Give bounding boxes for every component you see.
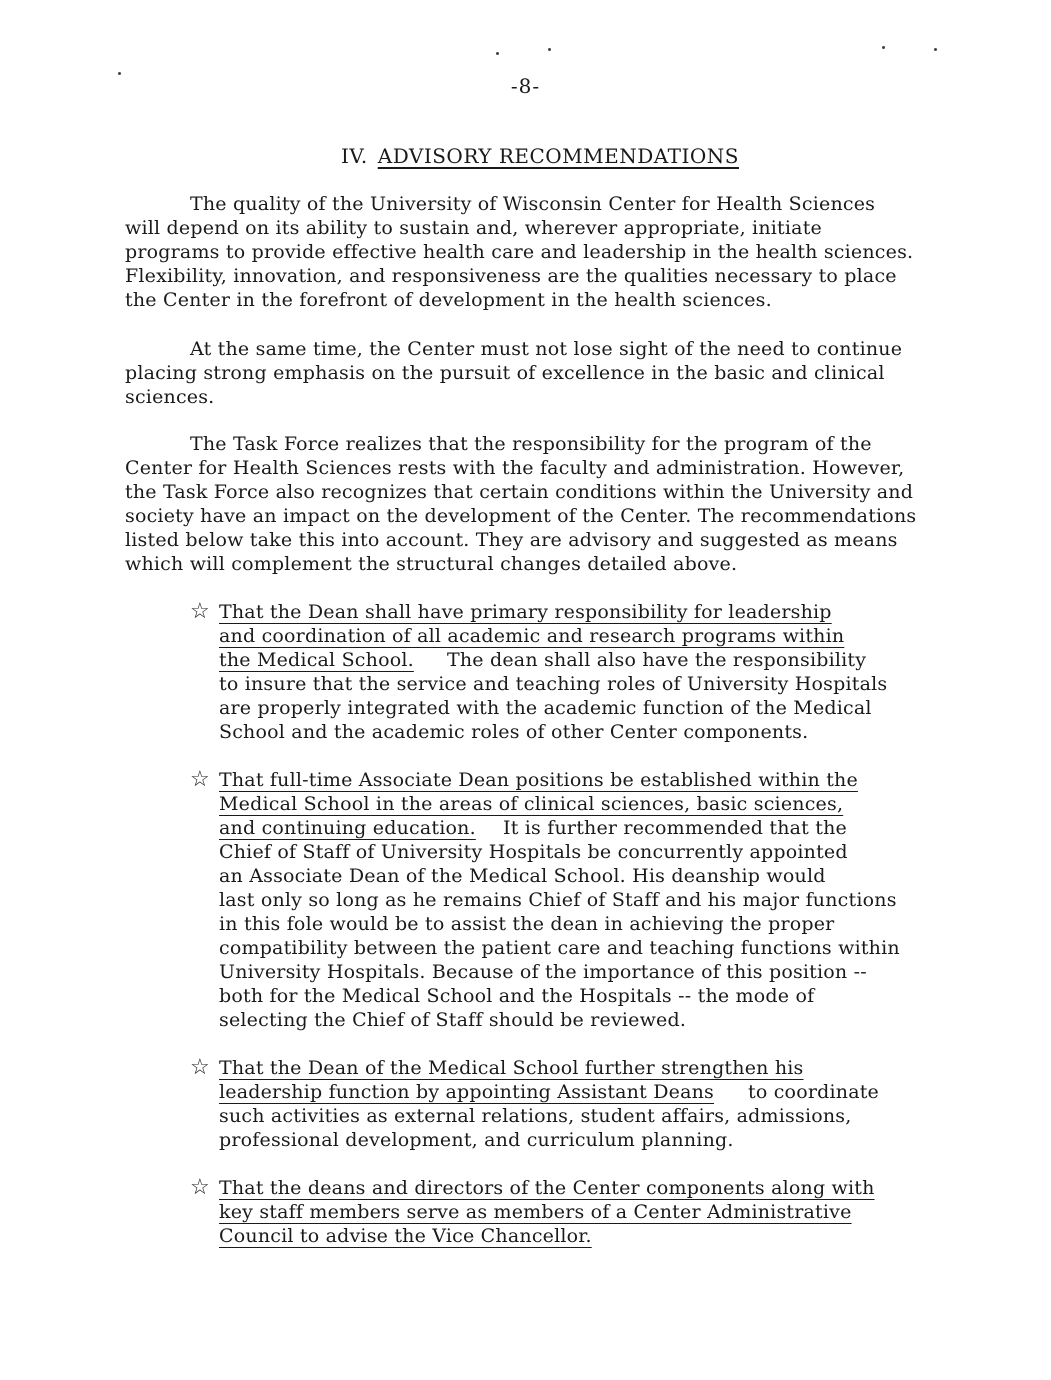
- recommendation-line: That the Dean of the Medical School further strengthen his: [219, 1057, 804, 1079]
- recommendation-line: Medical School in the areas of clinical sciences, basic sciences,: [219, 793, 844, 815]
- recommendation-line: to coordinate: [748, 1081, 879, 1103]
- recommendation-line: leadership function by appointing Assistant Deans: [219, 1081, 714, 1103]
- paragraph-line: society have an impact on the development of the Center. The recommendations: [125, 505, 917, 527]
- recommendation-line: such activities as external relations, student affairs, admissions,: [219, 1105, 852, 1127]
- star-icon: ☆: [190, 599, 210, 624]
- paragraph-line: At the same time, the Center must not lose sight of the need to continue: [190, 338, 903, 360]
- recommendation-line: It is further recommended that the: [503, 817, 847, 839]
- paragraph-line: The Task Force realizes that the responsibility for the program of the: [190, 433, 872, 455]
- recommendation-line: That full-time Associate Dean positions be established within the: [219, 769, 858, 791]
- recommendation-line: Chief of Staff of University Hospitals be concurrently appointed: [219, 841, 848, 863]
- recommendation-line: are properly integrated with the academic function of the Medical: [219, 697, 872, 719]
- paragraph-line: placing strong emphasis on the pursuit of excellence in the basic and clinical: [125, 362, 885, 384]
- paragraph-line: sciences.: [125, 386, 215, 408]
- recommendation-line: School and the academic roles of other Center components.: [219, 721, 809, 743]
- recommendation-line: The dean shall also have the responsibility: [447, 649, 867, 671]
- paragraph-line: Flexibility, innovation, and responsiveness are the qualities necessary to place: [125, 265, 897, 287]
- star-icon: ☆: [190, 767, 210, 792]
- recommendation-line: key staff members serve as members of a Center Administrative: [219, 1201, 852, 1223]
- recommendation-line: That the deans and directors of the Center components along with: [219, 1177, 875, 1199]
- paragraph-line: programs to provide effective health care and leadership in the health sciences.: [125, 241, 914, 263]
- recommendation-line: University Hospitals. Because of the importance of this position --: [219, 961, 867, 983]
- paragraph-line: the Center in the forefront of development in the health sciences.: [125, 289, 772, 311]
- recommendation-line: last only so long as he remains Chief of Staff and his major functions: [219, 889, 897, 911]
- paragraph-line: The quality of the University of Wisconsin Center for Health Sciences: [190, 193, 876, 215]
- recommendation-line: to insure that the service and teaching roles of University Hospitals: [219, 673, 888, 695]
- recommendation-line: That the Dean shall have primary responsibility for leadership: [219, 601, 832, 623]
- section-number: IV.: [341, 144, 368, 168]
- recommendation-line: Council to advise the Vice Chancellor.: [219, 1225, 592, 1247]
- paragraph-line: the Task Force also recognizes that certain conditions within the University and: [125, 481, 914, 503]
- star-icon: ☆: [190, 1055, 210, 1080]
- paragraph-line: Center for Health Sciences rests with the faculty and administration. However,: [125, 457, 905, 479]
- paragraph-line: which will complement the structural changes detailed above.: [125, 553, 738, 575]
- paragraph-line: will depend on its ability to sustain and, wherever appropriate, initiate: [125, 217, 822, 239]
- recommendation-line: selecting the Chief of Staff should be reviewed.: [219, 1009, 687, 1031]
- recommendation-line: and continuing education.: [219, 817, 476, 839]
- paragraph-line: listed below take this into account. They are advisory and suggested as means: [125, 529, 898, 551]
- section-title: ADVISORY RECOMMENDATIONS: [377, 144, 739, 168]
- recommendation-line: professional development, and curriculum planning.: [219, 1129, 734, 1151]
- page-number: -8-: [510, 74, 541, 98]
- recommendation-line: and coordination of all academic and research programs within: [219, 625, 845, 647]
- recommendation-line: both for the Medical School and the Hospitals -- the mode of: [219, 985, 815, 1007]
- recommendation-line: compatibility between the patient care and teaching functions within: [219, 937, 900, 959]
- recommendation-line: in this fole would be to assist the dean in achieving the proper: [219, 913, 835, 935]
- star-icon: ☆: [190, 1175, 210, 1200]
- recommendation-line: an Associate Dean of the Medical School. His deanship would: [219, 865, 826, 887]
- recommendation-line: the Medical School.: [219, 649, 414, 671]
